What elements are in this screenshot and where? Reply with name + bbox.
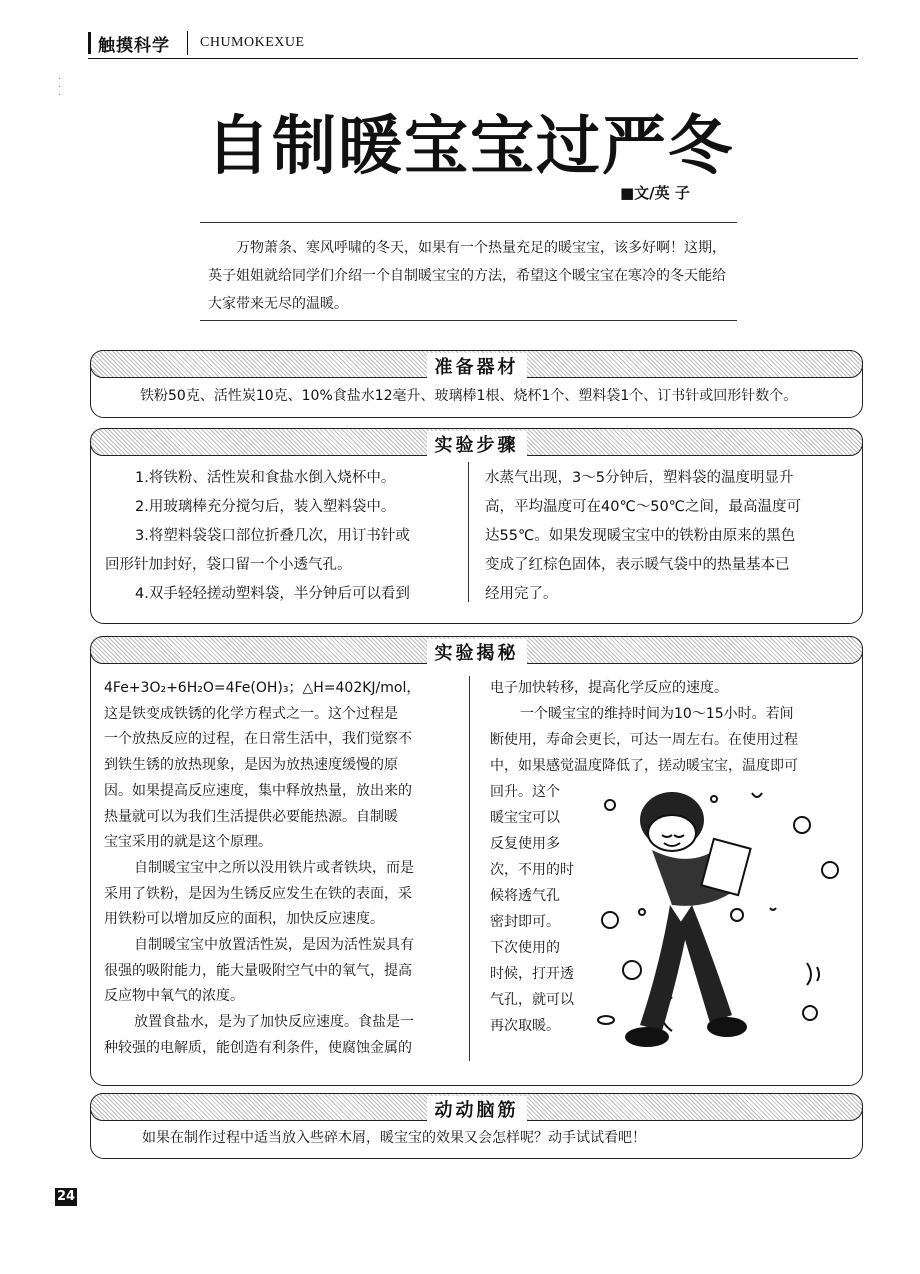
snowflake-icon — [639, 909, 645, 915]
snowflake-icon — [807, 963, 819, 985]
step-line: 4.双手轻轻搓动塑料袋，半分钟后可以看到 — [135, 586, 410, 602]
secrets-line: 回升。这个 — [490, 784, 560, 800]
secrets-line: 一个放热反应的过程，在日常生活中，我们觉察不 — [104, 731, 412, 748]
step-line: 水蒸气出现，3～5分钟后，塑料袋的温度明显升 — [485, 470, 794, 486]
snowflake-icon — [623, 961, 641, 979]
page-number: 24 — [56, 1189, 76, 1204]
secrets-line: 自制暖宝宝中放置活性炭，是因为活性炭具有 — [134, 937, 414, 953]
secrets-line: 次，不用的时 — [490, 862, 574, 878]
article-author: ■文/英 子 — [620, 184, 690, 202]
secrets-line: 到铁生锈的放热现象，是因为放热速度缓慢的原 — [104, 757, 398, 774]
intro-rule-bottom — [200, 320, 737, 321]
secrets-line: 下次使用的 — [490, 940, 560, 956]
snowflake-icon — [731, 909, 743, 921]
snowflake-icon — [752, 793, 762, 797]
article-title: 自制暖宝宝过严冬 — [206, 109, 734, 184]
secrets-line: 很强的吸附能力，能大量吸附空气中的氧气，提高 — [104, 962, 412, 979]
brain-heading: 动动脑筋 — [427, 1096, 527, 1122]
header-bar — [88, 32, 91, 54]
materials-text: 铁粉50克、活性炭10克、10%食盐水12毫升、玻璃棒1根、烧杯1个、塑料袋1个、订书针或回形针数个。 — [140, 388, 798, 404]
secrets-line: 放置食盐水，是为了加快反应速度。食盐是一 — [134, 1014, 414, 1031]
secrets-line: 自制暖宝宝中之所以没用铁片或者铁块，而是 — [134, 859, 414, 876]
secrets-line: 热量就可以为我们生活提供必要能热源。自制暖 — [104, 808, 398, 825]
step-line: 达55℃。如果发现暖宝宝中的铁粉由原来的黑色 — [485, 528, 796, 544]
secrets-line: 宝宝采用的就是这个原理。 — [104, 834, 272, 851]
secrets-band — [90, 636, 863, 664]
step-line: 3.将塑料袋袋口部位折叠几次，用订书针或 — [135, 528, 410, 544]
decorative-dots: · · · — [58, 74, 62, 101]
materials-heading: 准备器材 — [427, 353, 527, 379]
secrets-line: 中，如果感觉温度降低了，搓动暖宝宝，温度即可 — [490, 758, 798, 774]
secrets-line: 用铁粉可以增加反应的面积，加快反应速度。 — [104, 911, 384, 928]
steps-band — [90, 428, 863, 456]
secrets-line: 暖宝宝可以 — [490, 810, 560, 826]
secrets-heading: 实验揭秘 — [427, 639, 527, 665]
step-line: 变成了红棕色固体，表示暖气袋中的热量基本已 — [485, 557, 790, 573]
snowflake-icon — [794, 817, 810, 833]
column-pinyin: CHUMOKEXUE — [200, 35, 305, 50]
secrets-line: 采用了铁粉，是因为生锈反应发生在铁的表面，采 — [104, 885, 412, 902]
secrets-column-divider — [469, 676, 470, 1061]
header-separator — [187, 31, 188, 55]
brain-text: 如果在制作过程中适当放入些碎木屑，暖宝宝的效果又会怎样呢？动手试试看吧！ — [142, 1130, 646, 1146]
step-line: 1.将铁粉、活性炭和食盐水倒入烧杯中。 — [135, 470, 396, 486]
step-line: 高，平均温度可在40℃～50℃之间，最高温度可 — [485, 499, 801, 515]
secrets-line: 这是铁变成铁锈的化学方程式之一。这个过程是 — [104, 705, 398, 722]
materials-band — [90, 350, 863, 378]
snowflake-icon — [803, 1006, 817, 1020]
secrets-line: 时候，打开透 — [490, 966, 574, 982]
secrets-line: 因。如果提高反应速度，集中释放热量，放出来的 — [104, 782, 412, 799]
secrets-line: 一个暖宝宝的维持时间为10～15小时。若间 — [520, 706, 794, 722]
brain-band — [90, 1093, 863, 1121]
secrets-line: 4Fe+3O₂+6H₂O=4Fe(OH)₃；△H=402KJ/mol， — [104, 680, 421, 696]
secrets-line: 反应物中氧气的浓度。 — [104, 988, 244, 1005]
secrets-line: 电子加快转移，提高化学反应的速度。 — [490, 680, 728, 696]
secrets-line: 断使用，寿命会更长，可达一周左右。在使用过程 — [490, 732, 798, 748]
header-rule — [88, 58, 858, 59]
snowman-boy-illustration — [592, 775, 847, 1075]
intro-paragraph: 万物萧条、寒风呼啸的冬天，如果有一个热量充足的暖宝宝，该多好啊！这期，英子姐姐就给同学们介绍一个自制暖宝宝的方法，希望这个暖宝宝在寒冷的冬天能给大家带来无尽的温暖。 — [208, 240, 726, 312]
snowflake-icon — [602, 912, 618, 928]
secrets-line: 候将透气孔 — [490, 888, 560, 904]
secrets-line: 反复使用多 — [490, 836, 560, 852]
step-line: 回形针加封好，袋口留一个小透气孔。 — [105, 557, 352, 573]
secrets-line: 密封即可。 — [490, 914, 560, 930]
snowflake-icon — [711, 796, 717, 802]
intro-rule-top — [200, 222, 737, 223]
steps-heading: 实验步骤 — [427, 431, 527, 457]
column-name: 触摸科学 — [98, 36, 170, 56]
secrets-line: 气孔，就可以 — [490, 992, 574, 1008]
snowflake-icon — [598, 1016, 614, 1024]
step-line: 2.用玻璃棒充分搅匀后，装入塑料袋中。 — [135, 499, 396, 515]
steps-column-divider — [468, 462, 469, 602]
snowflake-icon — [822, 862, 838, 878]
secrets-line: 种较强的电解质，能创造有利条件，使腐蚀金属的 — [104, 1039, 412, 1056]
secrets-line: 再次取暖。 — [490, 1018, 560, 1034]
step-line: 经用完了。 — [485, 586, 558, 602]
snowflake-icon — [770, 908, 776, 910]
snowflake-icon — [605, 800, 615, 810]
